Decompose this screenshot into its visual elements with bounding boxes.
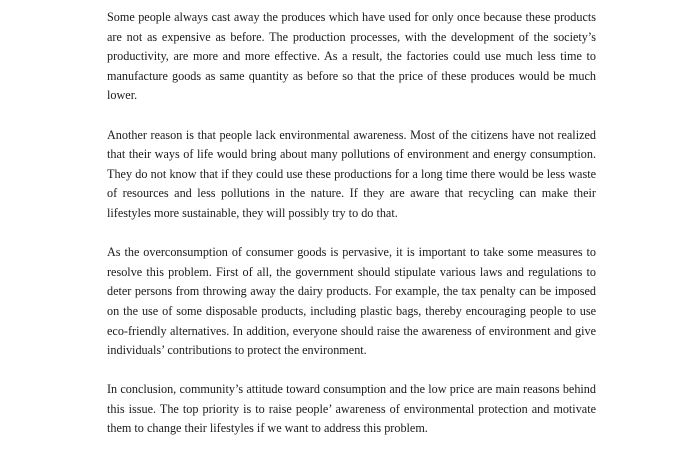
- paragraph-awareness: Another reason is that people lack environmental awareness. Most of the citizens have not realized that their ways of life would bring about many pollutions of environment and energy consumption. They do not know that if they could use these productions for a long time there would be less waste of resources and less pollutions in the nature. If they are aware that recycling can make their lifestyles more sustainable, they will possibly try to do that.: [107, 127, 596, 220]
- paragraph-low-price: Some people always cast away the produces which have used for only once because these products are not as expensive as before. The production processes, with the development of the society’s productivity, are more and more effective. As a result, the factories could use much less time to manufacture goods as same quantity as before so that the price of these produces would be much lower.: [107, 10, 596, 103]
- paragraph-measures: As the overconsumption of consumer goods is pervasive, it is important to take some measures to resolve this problem. First of all, the government should stipulate various laws and regulations to deter persons from throwing away the dairy products. For example, the tax penalty can be imposed on the use of some disposable products, including plastic bags, thereby encouraging people to use eco-friendly alternatives. In addition, everyone should raise the awareness of environment and give individuals’ contributions to protect the environment.: [107, 245, 596, 358]
- document-page: [107, 8, 596, 459]
- paragraph-conclusion: In conclusion, community’s attitude toward consumption and the low price are main reasons behind this issue. The top priority is to raise people’ awareness of environmental protection and motivate them to change their lifestyles if we want to address this problem.: [107, 382, 596, 436]
